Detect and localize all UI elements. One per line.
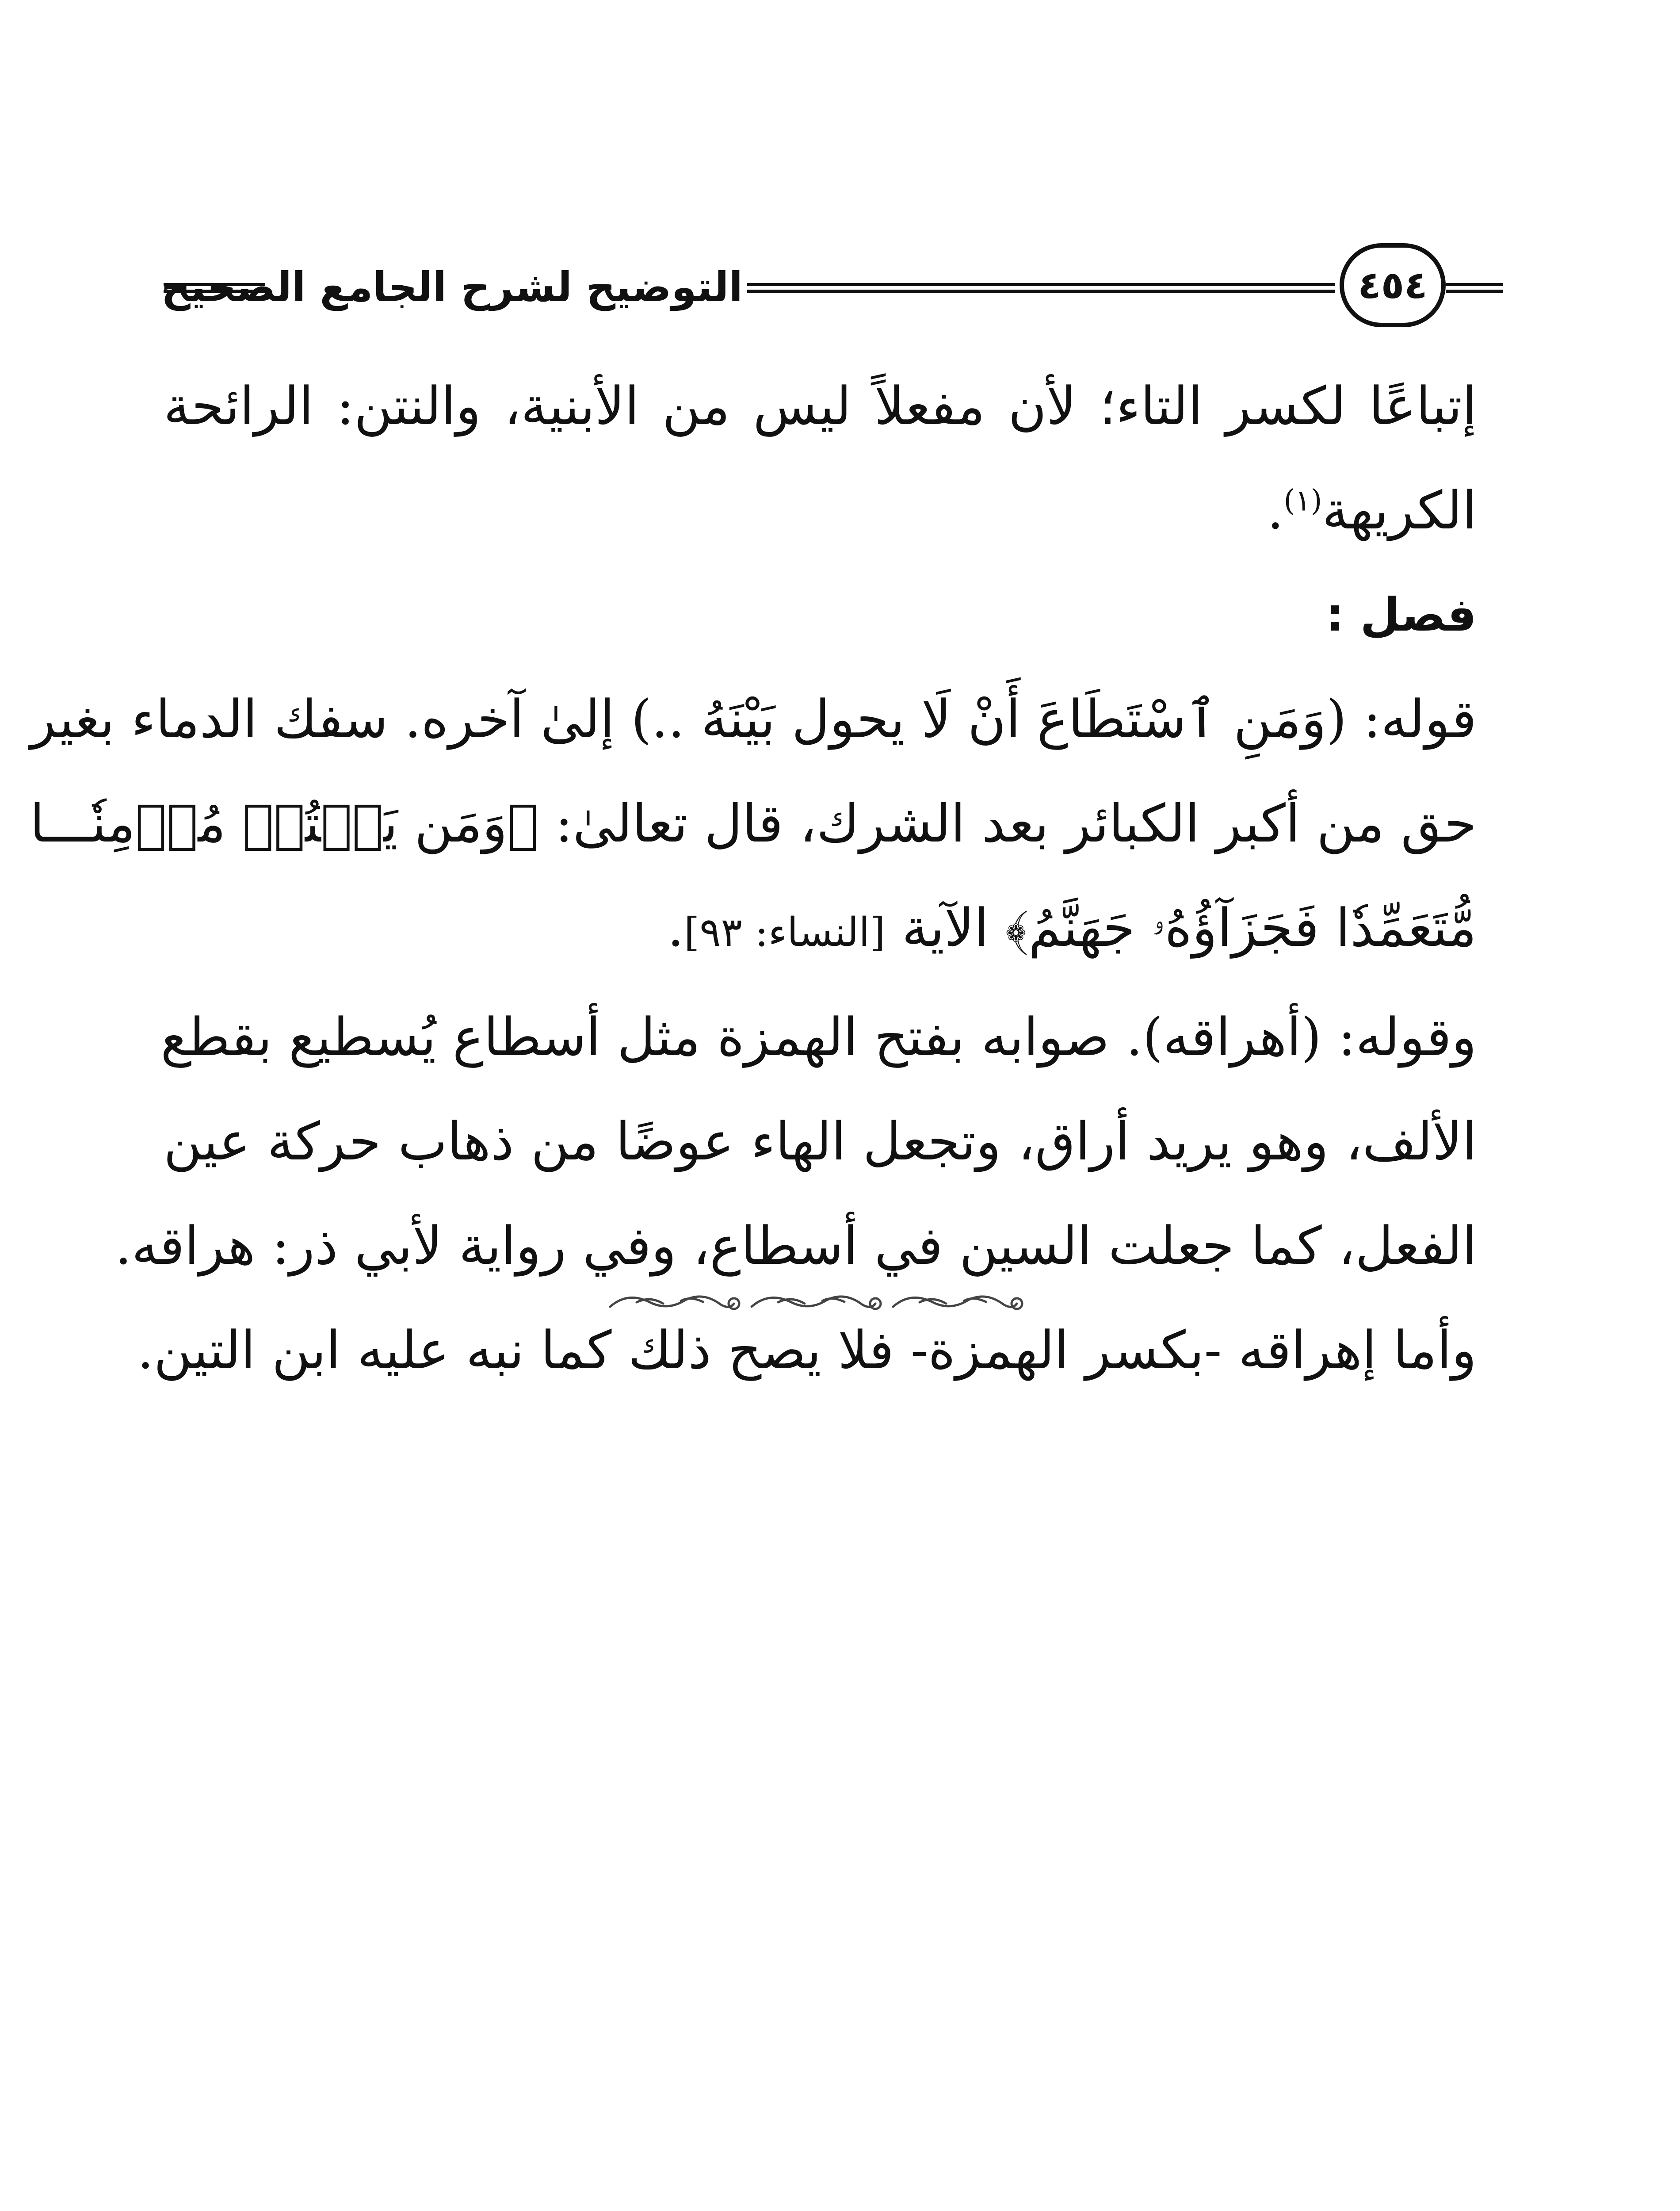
footnote-marker: (١): [1283, 483, 1322, 518]
ornament-motif-icon: [752, 1297, 881, 1309]
text-line: الألف، وهو يريد أراق، وتجعل الهاء عوضًا من ذهاب حركة عين: [164, 1111, 1477, 1172]
quran-verse: مُّتَعَمِّدٗا فَجَزَآؤُهُۥ جَهَنَّمُ﴾: [1005, 897, 1477, 958]
paragraph-3: [115, 985, 1477, 1402]
text-line: قوله: (وَمَنِ ٱسْتَطَاعَ أَنْ لَا يحول بَيْنَهُ ..) إلىٰ آخره. سفك الدماء بغير: [30, 689, 1477, 750]
verse-reference: [النساء: ٩٣]: [684, 909, 886, 956]
header-rule-right: [1446, 283, 1503, 293]
text-line: الفعل، كما جعلت السين في أسطاع، وفي رواية لأبي ذر: هراقه.: [115, 1215, 1477, 1276]
section-heading: فصل :: [1325, 588, 1477, 642]
running-title: التوضيح لشرح الجامع الصحيح: [161, 264, 743, 311]
paragraph-1: [164, 354, 1477, 562]
text-line: حق من أكبر الكبائر بعد الشرك، قال تعالىٰ: ﴿وَمَن يَقۡتُلۡ مُؤۡمِنٗـــا: [30, 793, 1477, 854]
header-rule-middle: [747, 283, 1335, 293]
text-line: [164, 876, 1477, 985]
text-fragment: .: [667, 897, 684, 958]
ornament-divider-icon: [601, 1282, 1026, 1322]
text-line: إتباعًا لكسر التاء؛ لأن مفعلاً ليس من الأبنية، والنتن: الرائحة: [164, 375, 1477, 436]
text-fragment: الآية: [885, 897, 1005, 958]
ornament-motif-icon: [893, 1297, 1022, 1309]
page-number: ٤٥٤: [1340, 243, 1446, 327]
text-line: [164, 458, 1477, 562]
text-fragment: الكريهة: [1322, 480, 1477, 541]
text-line: وقوله: (أهراقه). صوابه بفتح الهمزة مثل أسطاع يُسطيع بقطع: [160, 1006, 1477, 1067]
running-header: [161, 239, 1477, 332]
paragraph-2: [30, 667, 1477, 985]
body-text: [30, 354, 1477, 1402]
text-fragment: .: [1267, 480, 1284, 541]
ornament-motif-icon: [610, 1297, 739, 1309]
text-line: وأما إهراقه -بكسر الهمزة- فلا يصح ذلك كما نبه عليه ابن التين.: [137, 1320, 1477, 1381]
